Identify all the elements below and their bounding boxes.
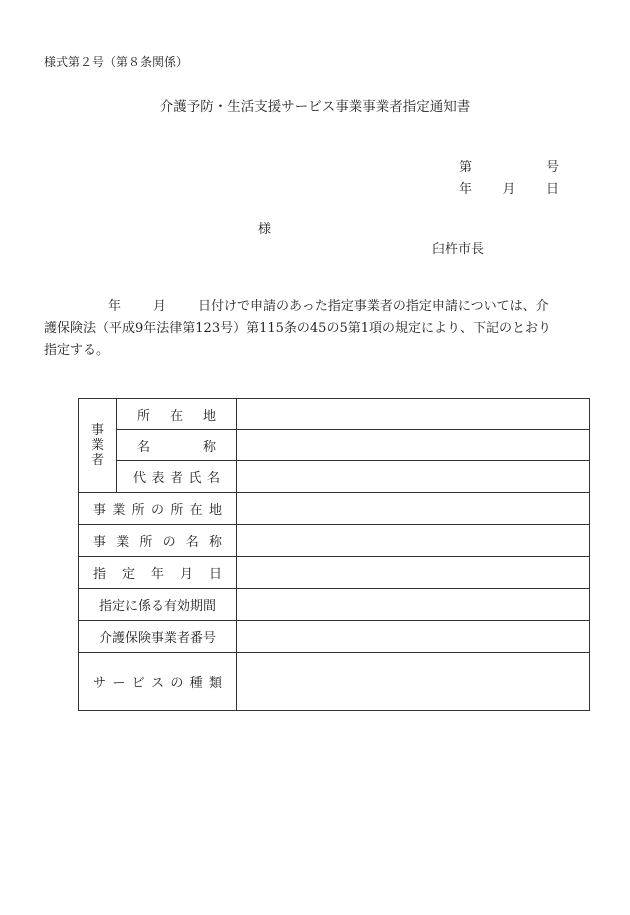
body-text <box>44 296 584 362</box>
row-label-provider-number: 介護保険事業者番号 <box>79 621 237 653</box>
row-label-validity-period: 指定に係る有効期間 <box>79 589 237 621</box>
name-value-field[interactable] <box>237 430 590 461</box>
table-row <box>79 461 590 493</box>
row-label-designation-date: 指 定 年 月 日 <box>79 557 237 589</box>
row-label-office-name: 事 業 所 の 名 称 <box>79 525 237 557</box>
addressee: 様 <box>258 222 272 237</box>
table-row <box>79 525 590 557</box>
notice-number <box>459 156 559 175</box>
document-title: 介護予防・生活支援サービス事業事業者指定通知書 <box>159 99 471 115</box>
issuer-name: 臼杵市長 <box>432 242 485 257</box>
row-label-address: 所 在 地 <box>117 399 237 430</box>
number-suffix: 号 <box>545 160 559 175</box>
date-day: 日 <box>545 182 559 197</box>
date-month: 月 <box>502 182 516 197</box>
row-label-representative: 代 表 者 氏 名 <box>117 461 237 493</box>
table-row <box>79 589 590 621</box>
table-row <box>79 653 590 711</box>
office-name-value-field[interactable] <box>237 525 590 557</box>
provider-number-value-field[interactable] <box>237 621 590 653</box>
table-row <box>79 493 590 525</box>
row-label-office-address: 事 業 所 の 所 在 地 <box>79 493 237 525</box>
row-label-name: 名 称 <box>117 430 237 461</box>
notice-date <box>459 178 559 197</box>
designation-detail-table <box>78 398 590 711</box>
body-line-3: 指定する。 <box>44 343 110 358</box>
table-row <box>79 399 590 430</box>
service-type-value-field[interactable] <box>237 653 590 711</box>
designation-date-value-field[interactable] <box>237 557 590 589</box>
table-row <box>79 557 590 589</box>
body-line-1: 年 月 日付けで申請のあった指定事業者の指定申請については、介 <box>108 299 549 314</box>
row-label-service-type: サ ー ビ ス の 種 類 <box>79 653 237 711</box>
table-row <box>79 430 590 461</box>
address-value-field[interactable] <box>237 399 590 430</box>
date-year: 年 <box>459 182 473 197</box>
representative-value-field[interactable] <box>237 461 590 493</box>
form-number-label: 様式第２号（第８条関係） <box>44 55 189 69</box>
business-operator-group-label: 事 業 者 <box>79 399 117 493</box>
validity-period-value-field[interactable] <box>237 589 590 621</box>
number-prefix: 第 <box>459 160 473 175</box>
table-row <box>79 621 590 653</box>
body-line-2: 護保険法（平成9年法律第123号）第115条の45の5第1項の規定により、下記のとおり <box>44 321 551 336</box>
office-address-value-field[interactable] <box>237 493 590 525</box>
